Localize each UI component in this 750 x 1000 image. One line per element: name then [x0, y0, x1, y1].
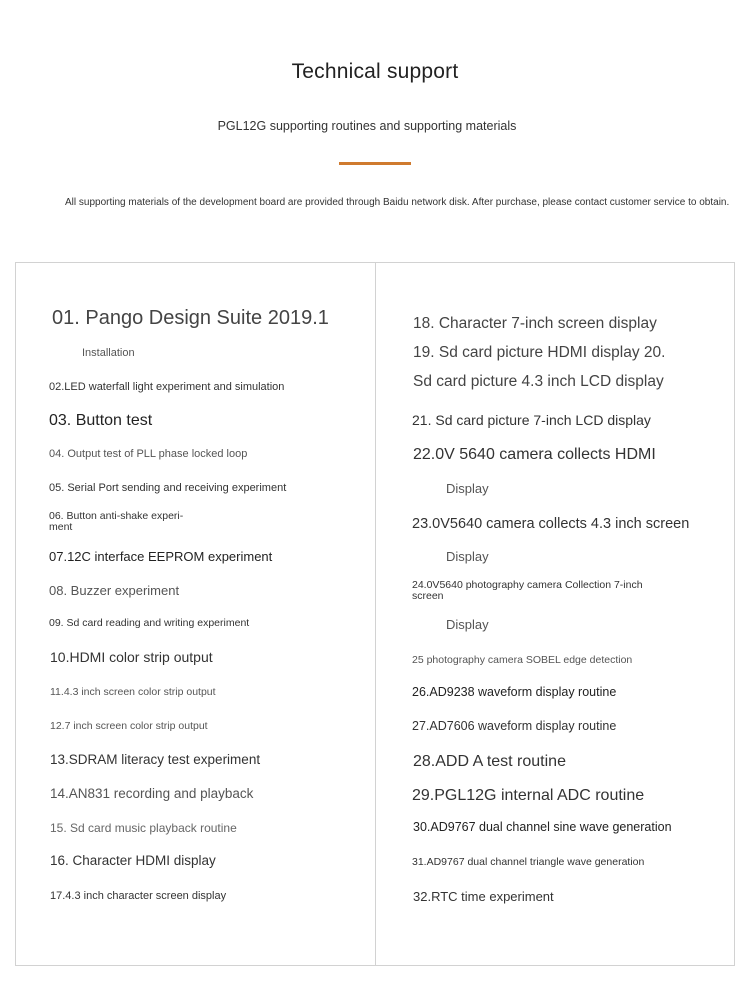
list-item: 01. Pango Design Suite 2019.1: [52, 307, 329, 329]
list-item: 04. Output test of PLL phase locked loop: [49, 448, 248, 460]
page-subtitle: PGL12G supporting routines and supporting materials: [217, 119, 517, 133]
list-item: 12.7 inch screen color strip output: [50, 720, 208, 732]
list-item: 32.RTC time experiment: [413, 889, 554, 904]
list-item: 15. Sd card music playback routine: [50, 821, 237, 835]
list-item: 09. Sd card reading and writing experiment: [49, 617, 250, 629]
list-item: 07.12C interface EEPROM experiment: [49, 549, 273, 564]
list-item: 13.SDRAM literacy test experiment: [50, 752, 261, 767]
list-item: Display: [446, 549, 489, 564]
list-item: 18. Character 7-inch screen display: [413, 315, 657, 332]
list-item: 06. Button anti-shake experi- ment: [49, 510, 184, 533]
list-item: 10.HDMI color strip output: [50, 649, 213, 665]
list-item: Sd card picture 4.3 inch LCD display: [413, 373, 664, 390]
page-title: Technical support: [291, 60, 459, 83]
list-item: 25 photography camera SOBEL edge detection: [412, 654, 633, 666]
list-item: 31.AD9767 dual channel triangle wave generation: [412, 856, 645, 868]
list-item: 17.4.3 inch character screen display: [50, 890, 227, 902]
list-item: 14.AN831 recording and playback: [50, 786, 254, 801]
list-item: 05. Serial Port sending and receiving experiment: [49, 482, 287, 494]
list-item: Display: [446, 617, 489, 632]
list-item: 28.ADD A test routine: [413, 753, 566, 770]
list-item: 30.AD9767 dual channel sine wave generation: [413, 820, 672, 834]
routine-list-panel: [15, 262, 735, 966]
accent-divider: [339, 162, 411, 165]
list-item: 08. Buzzer experiment: [49, 583, 180, 598]
list-item: 27.AD7606 waveform display routine: [412, 719, 617, 733]
list-item: 26.AD9238 waveform display routine: [412, 685, 617, 699]
list-item: 02.LED waterfall light experiment and simulation: [49, 381, 285, 393]
list-item: 03. Button test: [49, 412, 153, 429]
column-divider: [375, 263, 376, 965]
list-item: 21. Sd card picture 7-inch LCD display: [412, 412, 651, 428]
list-item: 23.0V5640 camera collects 4.3 inch screen: [412, 516, 690, 532]
list-item: 29.PGL12G internal ADC routine: [412, 787, 645, 804]
list-item: 16. Character HDMI display: [50, 853, 216, 868]
list-item: 24.0V5640 photography camera Collection 7-inch screen: [412, 579, 643, 602]
list-item: Display: [446, 481, 489, 496]
list-item: 22.0V 5640 camera collects HDMI: [413, 446, 656, 463]
list-item: Installation: [82, 347, 135, 359]
list-item: 11.4.3 inch screen color strip output: [50, 686, 216, 698]
intro-text: All supporting materials of the development board are provided through Baidu network disk. After purchase, please contact customer service to obtain.: [65, 197, 730, 208]
list-item: 19. Sd card picture HDMI display 20.: [413, 344, 666, 361]
